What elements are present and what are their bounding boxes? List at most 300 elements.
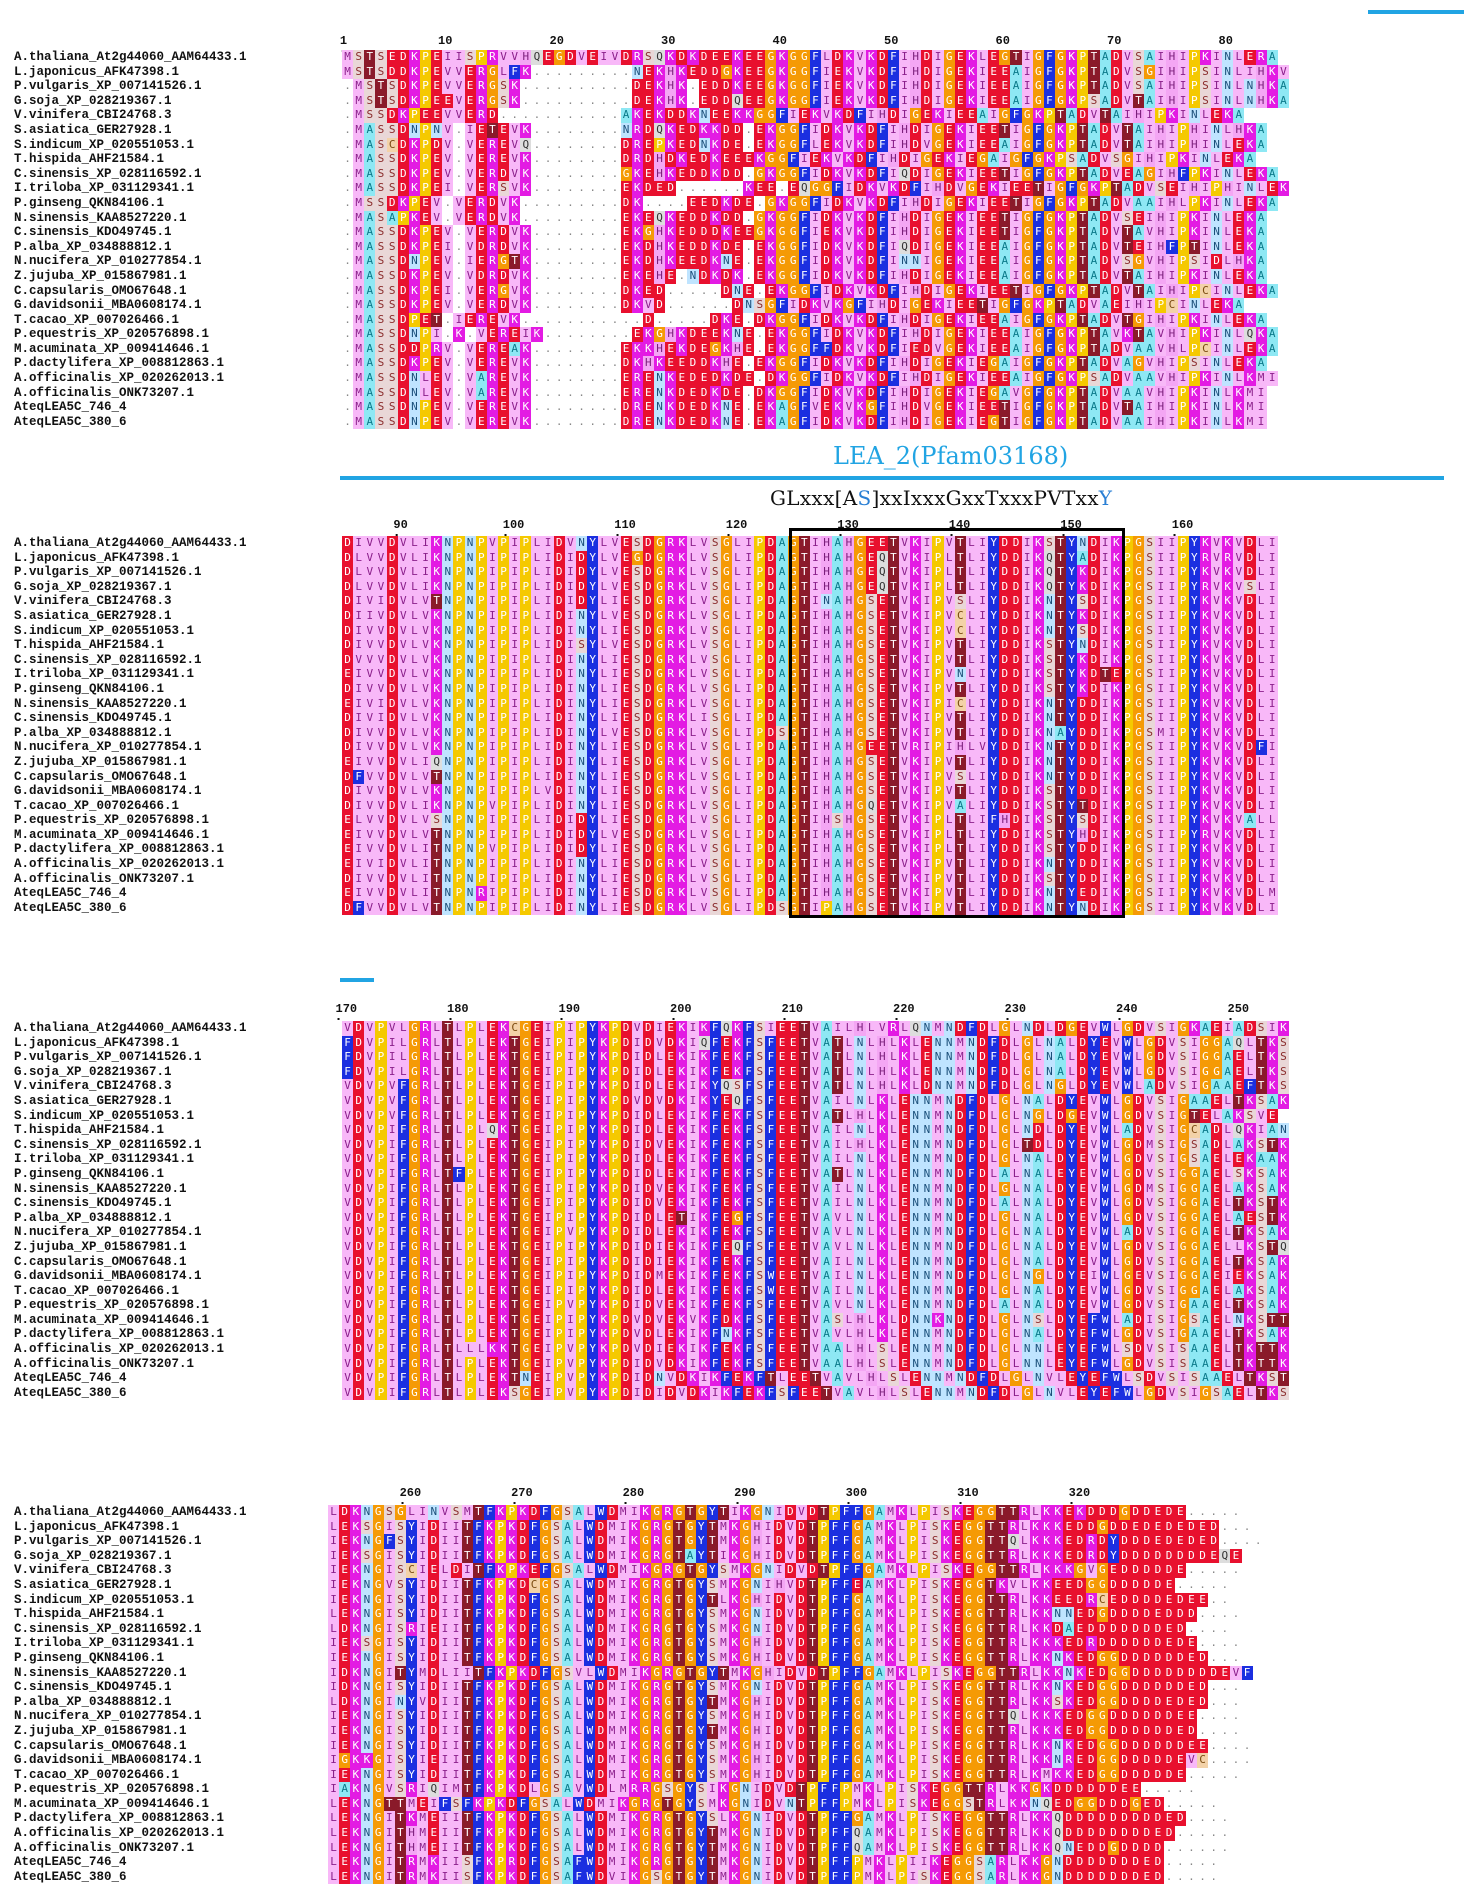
residue: V	[442, 79, 453, 94]
residue: E	[754, 123, 765, 138]
residue: D	[765, 828, 776, 843]
residue: K	[1267, 1079, 1278, 1094]
residue: F	[866, 152, 877, 167]
residue: K	[665, 225, 676, 240]
residue: A	[776, 400, 787, 415]
residue: F	[888, 342, 899, 357]
residue: G	[788, 711, 799, 726]
residue: L	[732, 799, 743, 814]
residue: .	[531, 196, 542, 211]
residue: L	[1233, 167, 1244, 182]
residue: G	[788, 682, 799, 697]
residue: G	[854, 536, 865, 551]
residue: N	[442, 886, 453, 901]
residue: P	[1189, 196, 1200, 211]
residue: T	[1077, 269, 1088, 284]
residue: A	[832, 653, 843, 668]
residue: T	[799, 551, 810, 566]
residue: D	[910, 415, 921, 430]
residue: L	[687, 726, 698, 741]
residue: G	[1133, 624, 1144, 639]
residue: I	[1022, 755, 1033, 770]
residue: D	[710, 79, 721, 94]
residue: G	[788, 386, 799, 401]
residue: K	[676, 726, 687, 741]
residue: Y	[1189, 755, 1200, 770]
residue: K	[910, 813, 921, 828]
residue: E	[687, 254, 698, 269]
residue: K	[1033, 653, 1044, 668]
residue: S	[1088, 371, 1099, 386]
residue: D	[398, 356, 409, 371]
residue: P	[1178, 254, 1189, 269]
residue: Y	[587, 813, 598, 828]
residue: Y	[988, 770, 999, 785]
residue: I	[565, 580, 576, 595]
residue: I	[1010, 138, 1021, 153]
residue: E	[776, 1021, 787, 1036]
residue: F	[1033, 356, 1044, 371]
residue: V	[398, 536, 409, 551]
residue: Y	[1066, 711, 1077, 726]
residue: N	[1211, 356, 1222, 371]
residue: V	[1144, 356, 1155, 371]
residue: L	[732, 901, 743, 916]
residue: N	[576, 711, 587, 726]
residue: S	[387, 269, 398, 284]
residue: E	[877, 726, 888, 741]
residue: T	[1055, 624, 1066, 639]
residue: D	[665, 1036, 676, 1051]
residue: L	[966, 536, 977, 551]
residue: I	[1155, 667, 1166, 682]
residue: K	[1033, 901, 1044, 916]
residue: P	[1077, 196, 1088, 211]
residue: P	[453, 799, 464, 814]
species-name: S.indicum_XP_020551053.1	[14, 1108, 195, 1123]
residue: I	[1166, 857, 1177, 872]
residue: .	[598, 371, 609, 386]
residue: D	[387, 536, 398, 551]
residue: Y	[988, 740, 999, 755]
residue: T	[888, 784, 899, 799]
residue: E	[955, 50, 966, 65]
residue: S	[375, 181, 386, 196]
residue: .	[587, 400, 598, 415]
species-name: L.japonicus_AFK47398.1	[14, 550, 180, 565]
residue: V	[944, 624, 955, 639]
residue: I	[509, 813, 520, 828]
residue: G	[788, 901, 799, 916]
residue: L	[531, 726, 542, 741]
residue: .	[554, 152, 565, 167]
residue: S	[955, 770, 966, 785]
residue: P	[476, 50, 487, 65]
residue: D	[1077, 1079, 1088, 1094]
residue: L	[1044, 1021, 1055, 1036]
residue: E	[509, 327, 520, 342]
residue: L	[409, 842, 420, 857]
residue: F	[832, 181, 843, 196]
residue: K	[832, 240, 843, 255]
residue: L	[1256, 609, 1267, 624]
residue: I	[1178, 284, 1189, 299]
residue: P	[932, 711, 943, 726]
residue: D	[921, 284, 932, 299]
residue: E	[476, 138, 487, 153]
residue: V	[944, 857, 955, 872]
residue: R	[1222, 551, 1233, 566]
residue: K	[732, 1050, 743, 1065]
residue: E	[687, 415, 698, 430]
residue: D	[1010, 828, 1021, 843]
residue: R	[665, 828, 676, 843]
residue: V	[877, 1021, 888, 1036]
residue: D	[877, 65, 888, 80]
residue: P	[754, 594, 765, 609]
residue: K	[910, 682, 921, 697]
residue: I	[743, 682, 754, 697]
residue: P	[1178, 886, 1189, 901]
residue: I	[977, 327, 988, 342]
residue: D	[866, 225, 877, 240]
residue: I	[810, 225, 821, 240]
residue: I	[632, 1065, 643, 1080]
residue: I	[921, 167, 932, 182]
residue: H	[843, 536, 854, 551]
residue: K	[866, 65, 877, 80]
residue: .	[609, 225, 620, 240]
residue: V	[944, 886, 955, 901]
residue: I	[487, 755, 498, 770]
residue: .	[654, 196, 665, 211]
residue: D	[621, 356, 632, 371]
residue: D	[821, 269, 832, 284]
residue: V	[509, 298, 520, 313]
residue: S	[1144, 653, 1155, 668]
residue: .	[565, 386, 576, 401]
residue: V	[420, 740, 431, 755]
residue: G	[1022, 211, 1033, 226]
residue: I	[810, 740, 821, 755]
residue: D	[621, 1094, 632, 1109]
residue: T	[1122, 240, 1133, 255]
residue: L	[598, 726, 609, 741]
residue: D	[342, 565, 353, 580]
residue: V	[1233, 770, 1244, 785]
residue: V	[699, 551, 710, 566]
residue: E	[1222, 152, 1233, 167]
residue: I	[509, 828, 520, 843]
residue: G	[854, 740, 865, 755]
residue: N	[442, 551, 453, 566]
residue: S	[1200, 65, 1211, 80]
residue: V	[398, 813, 409, 828]
residue: N	[442, 565, 453, 580]
residue: Q	[1044, 565, 1055, 580]
residue: E	[788, 1050, 799, 1065]
residue: N	[1044, 624, 1055, 639]
residue: D	[387, 609, 398, 624]
residue: P	[1178, 624, 1189, 639]
residue: V	[899, 536, 910, 551]
residue: V	[498, 50, 509, 65]
residue: D	[710, 94, 721, 109]
residue: .	[743, 167, 754, 182]
residue: L	[531, 799, 542, 814]
residue: E	[676, 123, 687, 138]
residue: E	[754, 240, 765, 255]
residue: D	[643, 565, 654, 580]
residue: D	[687, 138, 698, 153]
residue: G	[765, 79, 776, 94]
residue: I	[1022, 813, 1033, 828]
residue: .	[342, 152, 353, 167]
residue: Y	[1189, 624, 1200, 639]
residue: .	[699, 181, 710, 196]
residue: G	[799, 65, 810, 80]
residue: K	[955, 254, 966, 269]
residue: A	[999, 254, 1010, 269]
residue: V	[944, 667, 955, 682]
residue: P	[609, 1050, 620, 1065]
residue: G	[776, 269, 787, 284]
residue: T	[1055, 697, 1066, 712]
species-name: AteqLEA5C_380_6	[14, 900, 127, 915]
residue: D	[398, 50, 409, 65]
residue: K	[632, 298, 643, 313]
residue: S	[1200, 94, 1211, 109]
residue: K	[1111, 799, 1122, 814]
residue: E	[721, 1036, 732, 1051]
residue: E	[999, 371, 1010, 386]
residue: I	[1200, 356, 1211, 371]
residue: P	[453, 609, 464, 624]
residue: V	[810, 1065, 821, 1080]
residue: I	[1200, 138, 1211, 153]
residue: P	[1178, 609, 1189, 624]
residue: I	[1267, 697, 1278, 712]
residue: A	[776, 799, 787, 814]
residue: N	[966, 1050, 977, 1065]
residue: Y	[1189, 697, 1200, 712]
residue: P	[420, 327, 431, 342]
residue: R	[1256, 50, 1267, 65]
residue: H	[1133, 298, 1144, 313]
residue: D	[765, 770, 776, 785]
residue: T	[799, 1050, 810, 1065]
residue: L	[687, 580, 698, 595]
residue: G	[654, 886, 665, 901]
residue: P	[453, 638, 464, 653]
residue: D	[921, 327, 932, 342]
residue: P	[1178, 356, 1189, 371]
residue: .	[520, 196, 531, 211]
residue: K	[1200, 813, 1211, 828]
residue: L	[1256, 638, 1267, 653]
residue: V	[977, 740, 988, 755]
residue: E	[955, 108, 966, 123]
residue: P	[498, 813, 509, 828]
residue: H	[843, 565, 854, 580]
residue: Y	[988, 784, 999, 799]
residue: D	[732, 196, 743, 211]
residue: T	[955, 857, 966, 872]
residue: G	[520, 1079, 531, 1094]
residue: L	[476, 1036, 487, 1051]
residue: I	[1211, 327, 1222, 342]
residue: R	[665, 872, 676, 887]
residue: L	[398, 1021, 409, 1036]
residue: E	[699, 94, 710, 109]
residue: D	[1077, 857, 1088, 872]
residue: I	[487, 828, 498, 843]
residue: A	[1133, 371, 1144, 386]
residue: K	[665, 240, 676, 255]
residue: N	[1222, 50, 1233, 65]
residue: E	[643, 284, 654, 299]
residue: I	[1010, 123, 1021, 138]
residue: G	[1133, 770, 1144, 785]
residue: G	[1044, 240, 1055, 255]
residue: D	[821, 313, 832, 328]
residue: .	[710, 181, 721, 196]
residue: L	[409, 755, 420, 770]
residue: T	[1077, 211, 1088, 226]
residue: V	[699, 799, 710, 814]
residue: D	[1244, 726, 1255, 741]
residue: D	[1100, 386, 1111, 401]
residue: D	[1244, 638, 1255, 653]
sequence-row	[342, 167, 1289, 182]
residue: N	[465, 565, 476, 580]
residue: P	[520, 857, 531, 872]
residue: V	[1010, 386, 1021, 401]
residue: N	[465, 536, 476, 551]
residue: D	[821, 254, 832, 269]
residue: V	[364, 857, 375, 872]
residue: .	[587, 371, 598, 386]
residue: A	[1088, 225, 1099, 240]
residue: E	[531, 1094, 542, 1109]
residue: L	[843, 1079, 854, 1094]
residue: L	[732, 609, 743, 624]
residue: K	[1278, 181, 1289, 196]
residue: D	[1088, 711, 1099, 726]
residue: K	[1222, 609, 1233, 624]
residue: R	[665, 536, 676, 551]
residue: T	[1055, 580, 1066, 595]
residue: K	[1077, 565, 1088, 580]
residue: D	[699, 211, 710, 226]
residue: K	[899, 1079, 910, 1094]
residue: E	[643, 386, 654, 401]
residue: D	[999, 857, 1010, 872]
residue: E	[977, 225, 988, 240]
residue: I	[1100, 711, 1111, 726]
residue: L	[1222, 400, 1233, 415]
residue: I	[1256, 400, 1267, 415]
residue: V	[509, 123, 520, 138]
residue: I	[888, 123, 899, 138]
residue: T	[888, 813, 899, 828]
residue: E	[910, 342, 921, 357]
residue: D	[910, 167, 921, 182]
residue: Y	[587, 536, 598, 551]
residue: D	[554, 886, 565, 901]
residue: P	[1178, 901, 1189, 916]
residue: A	[977, 108, 988, 123]
sequence-row	[342, 342, 1289, 357]
residue: .	[754, 371, 765, 386]
residue: A	[1088, 254, 1099, 269]
residue: Q	[721, 1079, 732, 1094]
residue: G	[721, 697, 732, 712]
residue: D	[621, 1021, 632, 1036]
residue: I	[687, 1079, 698, 1094]
residue: V	[375, 638, 386, 653]
residue: L	[732, 536, 743, 551]
residue: L	[866, 1036, 877, 1051]
residue: D	[643, 799, 654, 814]
residue: H	[821, 624, 832, 639]
residue: N	[654, 386, 665, 401]
residue: H	[1155, 356, 1166, 371]
residue: .	[609, 79, 620, 94]
residue: V	[854, 94, 865, 109]
residue: I	[810, 609, 821, 624]
residue: M	[1256, 371, 1267, 386]
residue: I	[1267, 711, 1278, 726]
residue: T	[509, 1036, 520, 1051]
residue: P	[498, 828, 509, 843]
residue: A	[1256, 138, 1267, 153]
residue: G	[654, 536, 665, 551]
residue: K	[699, 1094, 710, 1109]
residue: G	[854, 667, 865, 682]
residue: K	[431, 667, 442, 682]
residue: P	[498, 886, 509, 901]
residue: V	[1211, 711, 1222, 726]
residue: S	[866, 697, 877, 712]
residue: K	[1189, 400, 1200, 415]
residue: K	[520, 284, 531, 299]
residue: P	[754, 624, 765, 639]
residue: D	[1244, 755, 1255, 770]
residue: L	[598, 624, 609, 639]
residue: E	[476, 123, 487, 138]
residue: V	[843, 386, 854, 401]
residue: L	[687, 755, 698, 770]
residue: V	[1233, 551, 1244, 566]
residue: A	[1100, 342, 1111, 357]
residue: E	[1077, 1021, 1088, 1036]
residue: I	[821, 79, 832, 94]
residue: D	[1088, 624, 1099, 639]
residue: I	[1100, 813, 1111, 828]
residue: K	[955, 211, 966, 226]
residue: N	[409, 386, 420, 401]
residue: V	[1166, 1036, 1177, 1051]
residue: .	[609, 108, 620, 123]
residue: K	[765, 123, 776, 138]
residue: F	[988, 1079, 999, 1094]
residue: D	[1244, 667, 1255, 682]
residue: I	[810, 901, 821, 916]
residue: K	[955, 138, 966, 153]
residue: D	[1244, 551, 1255, 566]
residue: I	[765, 1021, 776, 1036]
